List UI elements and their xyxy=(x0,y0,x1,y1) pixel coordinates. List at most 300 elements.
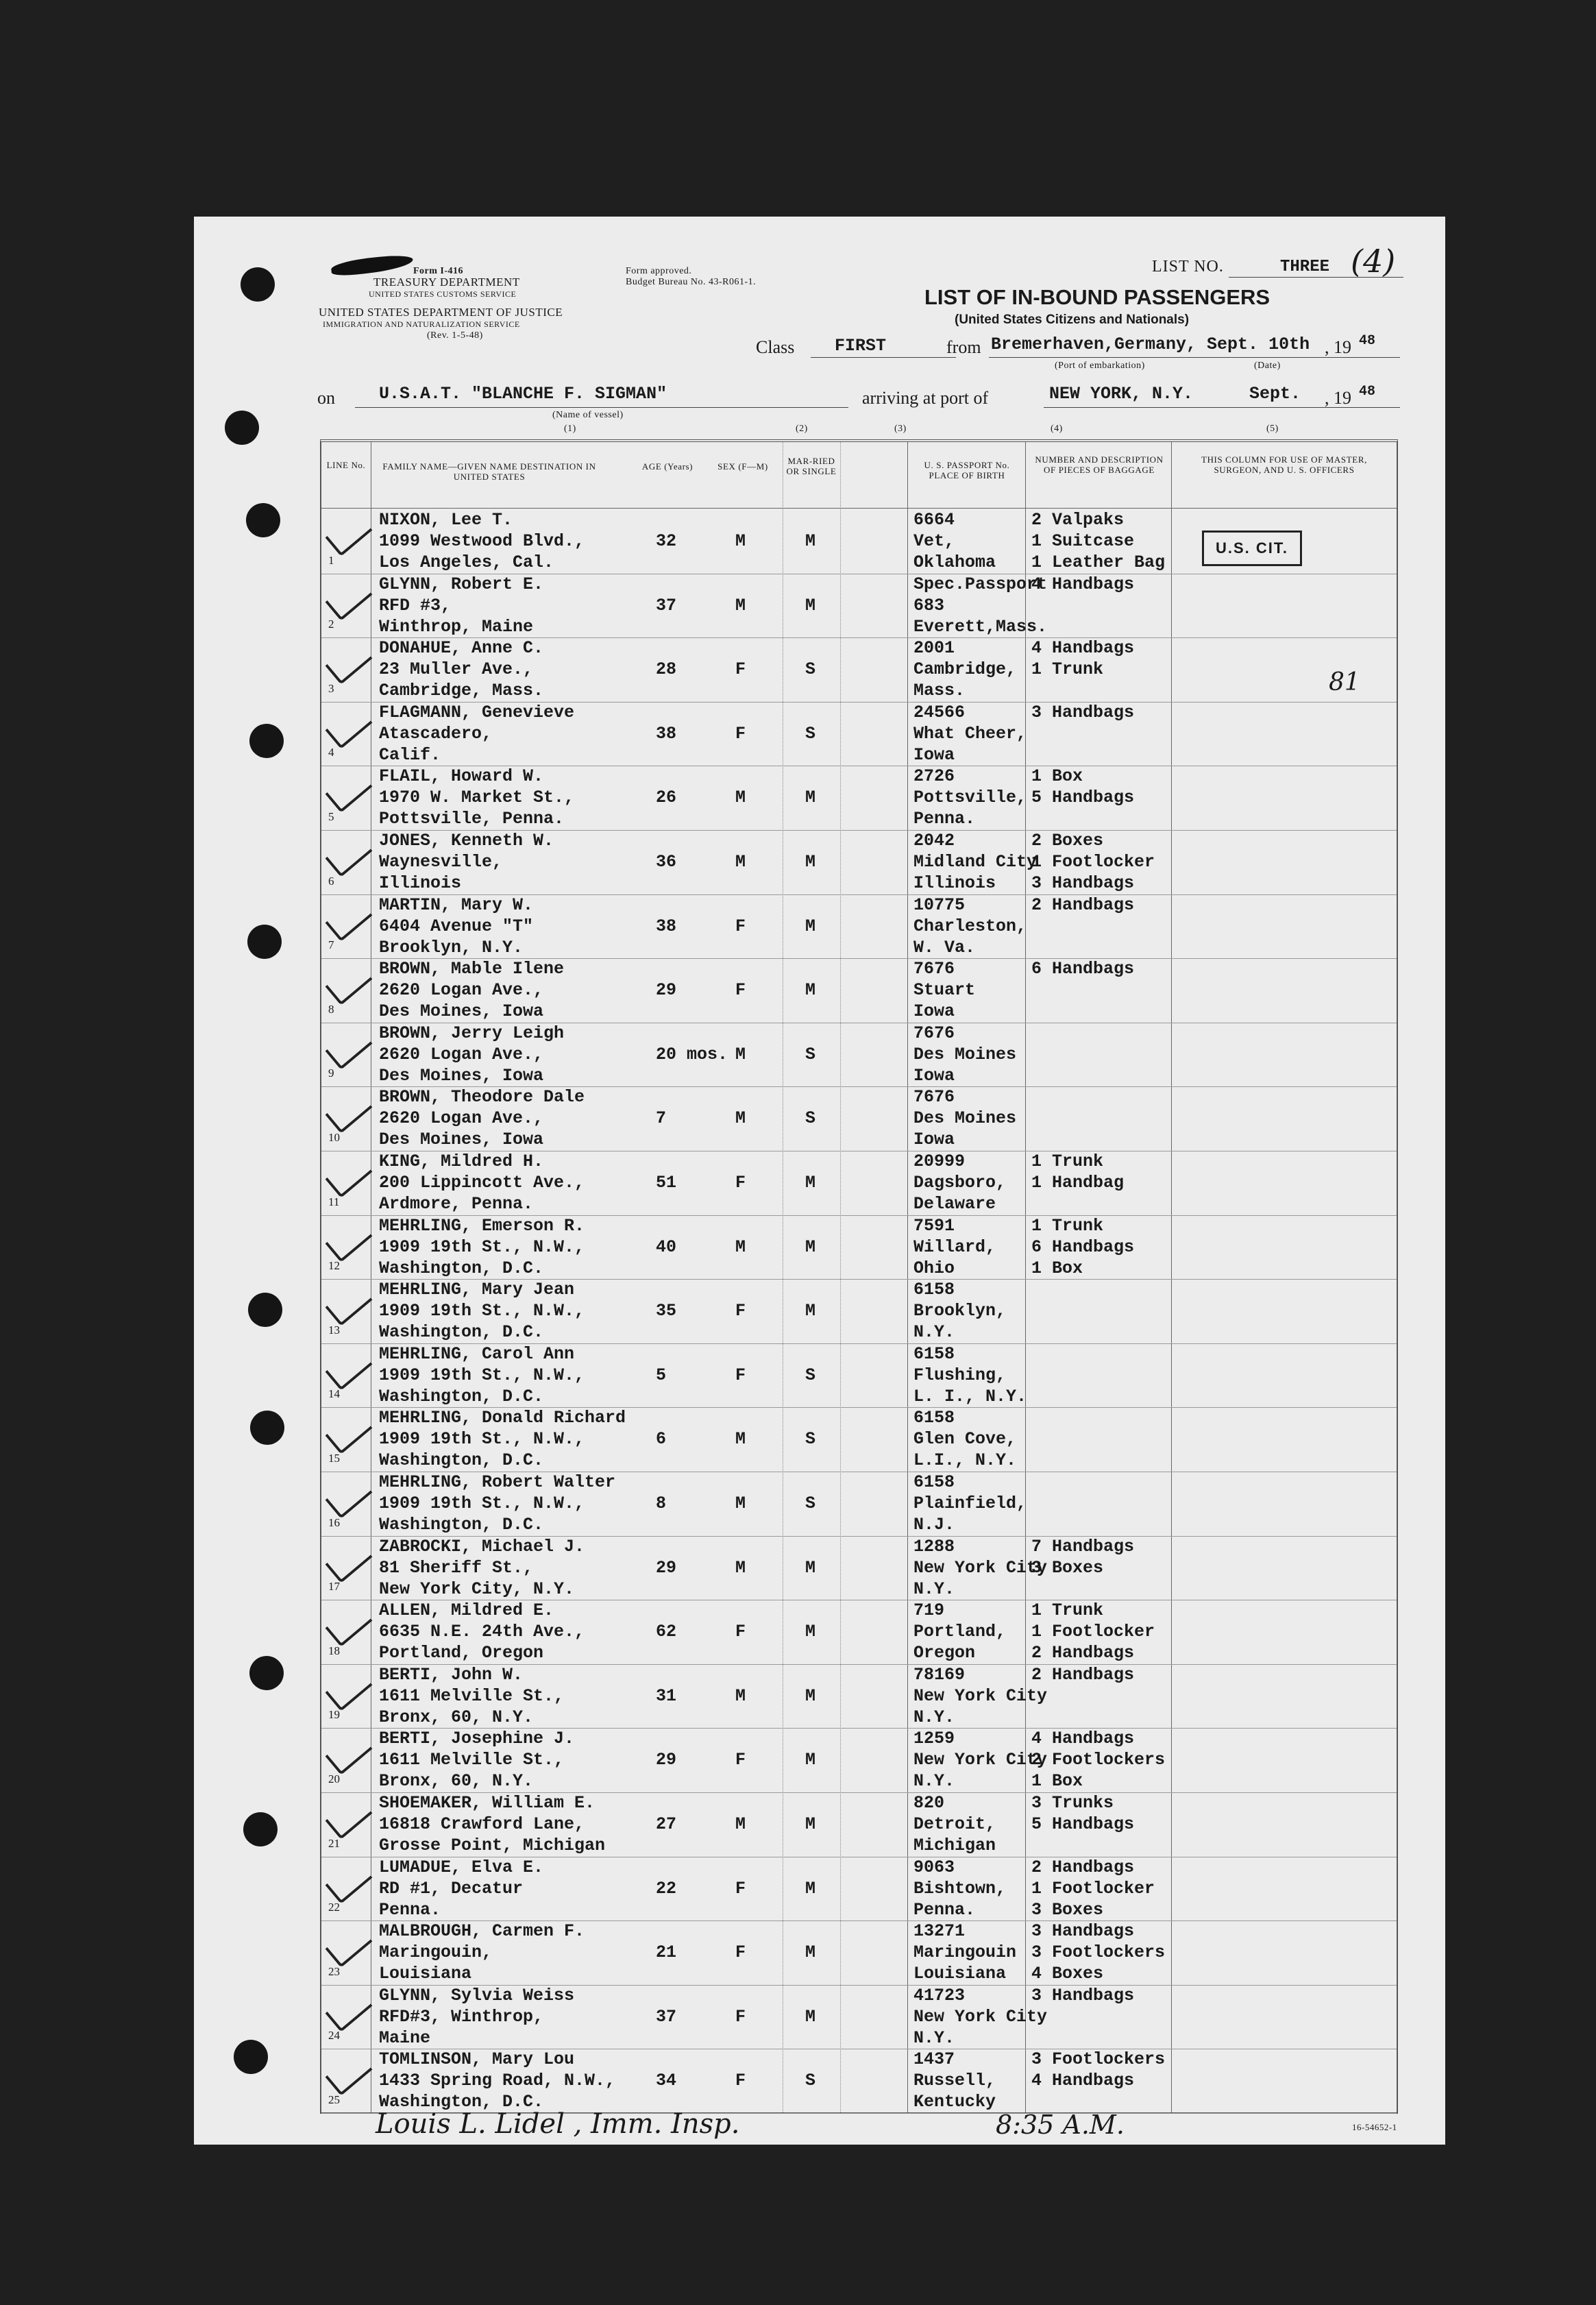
passenger-name-line: Des Moines, Iowa xyxy=(379,1130,544,1150)
baggage-line: 1 Suitcase xyxy=(1031,531,1135,551)
passenger-age: 26 xyxy=(656,788,677,808)
line-number: 7 xyxy=(328,938,334,952)
passenger-name-line: SHOEMAKER, William E. xyxy=(379,1793,596,1813)
baggage-line: 1 Handbag xyxy=(1031,1173,1125,1193)
passenger-name-line: Des Moines, Iowa xyxy=(379,1001,544,1022)
passenger-age: 29 xyxy=(656,1750,677,1770)
line-number: 5 xyxy=(328,809,334,823)
line-number: 13 xyxy=(328,1323,340,1337)
passenger-age: 28 xyxy=(656,659,677,680)
passenger-name-line: 1099 Westwood Blvd., xyxy=(379,531,585,551)
passenger-marital: M xyxy=(805,788,816,808)
passport-line: Oklahoma xyxy=(913,552,996,572)
passenger-marital: M xyxy=(805,1301,816,1321)
line-number: 18 xyxy=(328,1644,340,1657)
passport-line: Delaware xyxy=(913,1194,996,1214)
passenger-age: 22 xyxy=(656,1878,677,1899)
passenger-name-line: Pottsville, Penna. xyxy=(379,809,565,829)
passport-line: 2726 xyxy=(913,766,955,787)
table-row xyxy=(321,1664,1397,1729)
passenger-age: 38 xyxy=(656,723,677,744)
col-header-sex: SEX (F—M) xyxy=(717,461,768,472)
passenger-name-line: Maine xyxy=(379,2027,431,2048)
passenger-name-line: FLAGMANN, Genevieve xyxy=(379,702,575,722)
form-number: Form I-416 xyxy=(413,266,464,276)
passport-line: N.Y. xyxy=(913,1707,955,1727)
passenger-sex: F xyxy=(735,1301,746,1321)
arrival-port: NEW YORK, N.Y. xyxy=(1049,384,1194,404)
inspection-time: 8:35 A.M. xyxy=(996,2110,1125,2140)
passenger-name-line: MEHRLING, Emerson R. xyxy=(379,1215,585,1236)
passport-line: Brooklyn, xyxy=(913,1301,1007,1321)
passport-line: Spec.Passport xyxy=(913,574,1048,594)
passenger-marital: M xyxy=(805,595,816,615)
baggage-line: 1 Footlocker xyxy=(1031,1878,1155,1899)
passenger-sex: M xyxy=(735,852,746,872)
passenger-name-line: 81 Sheriff St., xyxy=(379,1557,534,1578)
passenger-name-line: DONAHUE, Anne C. xyxy=(379,638,544,659)
passenger-name-line: ALLEN, Mildred E. xyxy=(379,1600,554,1621)
passenger-name-line: MEHRLING, Donald Richard xyxy=(379,1408,626,1428)
passport-line: 7676 xyxy=(913,959,955,979)
passenger-sex: F xyxy=(735,659,746,680)
table-row xyxy=(321,1472,1397,1537)
class-value: FIRST xyxy=(835,336,887,356)
passport-line: Everett,Mass. xyxy=(913,616,1048,637)
line-number: 23 xyxy=(328,1964,340,1978)
passport-line: 6664 xyxy=(913,510,955,530)
passenger-marital: M xyxy=(805,852,816,872)
passenger-name-line: RD #1, Decatur xyxy=(379,1878,524,1899)
line-number: 15 xyxy=(328,1451,340,1465)
passport-line: Iowa xyxy=(913,744,955,765)
col-header-line: LINE No. xyxy=(326,460,366,470)
passport-line: 6158 xyxy=(913,1343,955,1364)
passenger-sex: M xyxy=(735,1108,746,1129)
passenger-sex: M xyxy=(735,1429,746,1450)
baggage-line: 3 Footlockers xyxy=(1031,1942,1166,1963)
passenger-name-line: MEHRLING, Mary Jean xyxy=(379,1280,575,1300)
passenger-name-line: New York City, N.Y. xyxy=(379,1578,575,1599)
passport-line: Midland City xyxy=(913,852,1038,872)
passport-line: Glen Cove, xyxy=(913,1429,1017,1450)
passenger-name-line: BERTI, Josephine J. xyxy=(379,1729,575,1749)
passenger-name-line: 1433 Spring Road, N.W., xyxy=(379,2071,616,2091)
baggage-line: 1 Footlocker xyxy=(1031,1622,1155,1642)
passport-line: 683 xyxy=(913,595,945,615)
ink-blot xyxy=(330,254,414,277)
from-year: 48 xyxy=(1359,333,1376,349)
passenger-name-line: Portland, Oregon xyxy=(379,1643,544,1663)
passenger-name-line: FLAIL, Howard W. xyxy=(379,766,544,787)
passenger-marital: S xyxy=(805,1044,816,1064)
binder-hole xyxy=(234,2040,268,2074)
table-row xyxy=(321,958,1397,1023)
passenger-age: 21 xyxy=(656,1942,677,1963)
passenger-age: 34 xyxy=(656,2071,677,2091)
passport-line: 20999 xyxy=(913,1151,966,1171)
line-number: 8 xyxy=(328,1002,334,1016)
passenger-name-line: Des Moines, Iowa xyxy=(379,1065,544,1086)
passport-line: 719 xyxy=(913,1600,945,1621)
col-num-3: (3) xyxy=(894,424,907,434)
passenger-sex: F xyxy=(735,1622,746,1642)
passenger-name-line: Waynesville, xyxy=(379,852,503,872)
table-row xyxy=(321,1600,1397,1665)
passenger-marital: M xyxy=(805,2006,816,2027)
passport-line: N.Y. xyxy=(913,2027,955,2048)
vessel-note: (Name of vessel) xyxy=(552,410,624,420)
baggage-line: 1 Box xyxy=(1031,1771,1083,1792)
passenger-name-line: KING, Mildred H. xyxy=(379,1151,544,1171)
binder-hole xyxy=(246,503,280,537)
passport-line: New York City xyxy=(913,2006,1048,2027)
passport-line: 10775 xyxy=(913,894,966,915)
passenger-name-line: 6404 Avenue "T" xyxy=(379,916,534,936)
passport-line: New York City xyxy=(913,1685,1048,1706)
passport-line: Flushing, xyxy=(913,1365,1007,1385)
baggage-line: 2 Footlockers xyxy=(1031,1750,1166,1770)
passport-line: New York City xyxy=(913,1557,1048,1578)
passenger-name-line: NIXON, Lee T. xyxy=(379,510,513,530)
table-row xyxy=(321,894,1397,960)
passenger-name-line: Penna. xyxy=(379,1899,441,1920)
baggage-line: 3 Handbags xyxy=(1031,702,1135,722)
baggage-line: 4 Handbags xyxy=(1031,1729,1135,1749)
passport-line: 6158 xyxy=(913,1472,955,1492)
passenger-name-line: 2620 Logan Ave., xyxy=(379,980,544,1001)
treasury-dept: TREASURY DEPARTMENT xyxy=(373,276,520,289)
passenger-name-line: 2620 Logan Ave., xyxy=(379,1044,544,1064)
table-row xyxy=(321,1728,1397,1793)
vessel-name: U.S.A.T. "BLANCHE F. SIGMAN" xyxy=(379,384,667,404)
baggage-line: 2 Handbags xyxy=(1031,894,1135,915)
passenger-marital: M xyxy=(805,916,816,936)
passport-line: Cambridge, xyxy=(913,659,1017,680)
passenger-marital: M xyxy=(805,1557,816,1578)
passport-line: Bishtown, xyxy=(913,1878,1007,1899)
col-num-5: (5) xyxy=(1266,424,1279,434)
table-row xyxy=(321,1343,1397,1408)
col-header-officers: THIS COLUMN FOR USE OF MASTER, SURGEON, AND U. S. OFFICERS xyxy=(1201,454,1367,475)
passenger-age: 35 xyxy=(656,1301,677,1321)
passport-line: Kentucky xyxy=(913,2092,996,2112)
passport-line: Illinois xyxy=(913,873,996,893)
passenger-name-line: Brooklyn, N.Y. xyxy=(379,937,524,958)
baggage-line: 4 Handbags xyxy=(1031,574,1135,594)
passport-line: L.I., N.Y. xyxy=(913,1450,1017,1471)
passenger-name-line: Illinois xyxy=(379,873,462,893)
passenger-sex: M xyxy=(735,1685,746,1706)
passenger-name-line: 23 Muller Ave., xyxy=(379,659,534,680)
table-row xyxy=(321,574,1397,639)
passport-line: Des Moines xyxy=(913,1044,1017,1064)
baggage-line: 3 Trunks xyxy=(1031,1793,1114,1813)
baggage-line: 5 Handbags xyxy=(1031,788,1135,808)
from-year-prefix: , 19 xyxy=(1325,337,1351,357)
table-row xyxy=(321,1920,1397,1986)
passport-line: Penna. xyxy=(913,1899,976,1920)
customs-service: UNITED STATES CUSTOMS SERVICE xyxy=(369,289,517,299)
line-number: 2 xyxy=(328,618,334,631)
passport-line: W. Va. xyxy=(913,937,976,958)
col-num-2: (2) xyxy=(796,424,808,434)
budget-bureau: Budget Bureau No. 43-R061-1. xyxy=(626,277,757,287)
passenger-sex: F xyxy=(735,916,746,936)
passenger-marital: M xyxy=(805,531,816,551)
passport-line: 6158 xyxy=(913,1408,955,1428)
baggage-line: 1 Footlocker xyxy=(1031,852,1155,872)
table-row xyxy=(321,2049,1397,2114)
line-number: 12 xyxy=(328,1259,340,1273)
passenger-name-line: Cambridge, Mass. xyxy=(379,681,544,701)
passport-line: 13271 xyxy=(913,1921,966,1942)
baggage-line: 6 Handbags xyxy=(1031,1236,1135,1257)
line-number: 10 xyxy=(328,1130,340,1144)
page-title: LIST OF IN-BOUND PASSENGERS xyxy=(924,285,1270,309)
passenger-marital: M xyxy=(805,1622,816,1642)
line-number: 24 xyxy=(328,2029,340,2042)
passport-line: Iowa xyxy=(913,1130,955,1150)
table-row xyxy=(321,1536,1397,1601)
passport-line: Michigan xyxy=(913,1836,996,1855)
table-row xyxy=(321,1792,1397,1857)
port-of-embarkation: Bremerhaven,Germany, Sept. 10th xyxy=(991,334,1310,354)
passenger-name-line: BROWN, Mable Ilene xyxy=(379,959,565,979)
revision: (Rev. 1-5-48) xyxy=(427,330,483,341)
passport-line: Detroit, xyxy=(913,1814,996,1834)
passenger-name-line: 16818 Crawford Lane, xyxy=(379,1814,585,1834)
vessel-underline xyxy=(355,407,848,408)
footer-code: 16-54652-1 xyxy=(1352,2122,1397,2132)
passenger-name-line: Bronx, 60, N.Y. xyxy=(379,1707,534,1727)
passenger-name-line: Washington, D.C. xyxy=(379,1450,544,1471)
baggage-line: 3 Handbags xyxy=(1031,1985,1135,2005)
passport-line: New York City xyxy=(913,1750,1048,1770)
col-num-4: (4) xyxy=(1051,424,1063,434)
passport-line: L. I., N.Y. xyxy=(913,1386,1027,1406)
passenger-sex: F xyxy=(735,1750,746,1770)
passenger-age: 6 xyxy=(656,1429,667,1450)
passenger-name-line: JONES, Kenneth W. xyxy=(379,831,554,851)
col-num-1: (1) xyxy=(564,424,576,434)
manifest-page xyxy=(194,217,1445,2145)
passenger-age: 51 xyxy=(656,1173,677,1193)
passenger-name-line: LUMADUE, Elva E. xyxy=(379,1857,544,1877)
baggage-line: 3 Handbags xyxy=(1031,873,1135,893)
passenger-age: 31 xyxy=(656,1685,677,1706)
table-row xyxy=(321,1279,1397,1344)
col-header-name: FAMILY NAME—GIVEN NAME DESTINATION IN UNITED STATES xyxy=(382,461,596,482)
date-note: (Date) xyxy=(1254,361,1281,371)
passenger-marital: M xyxy=(805,1942,816,1963)
passport-line: 78169 xyxy=(913,1664,966,1685)
line-number: 9 xyxy=(328,1066,334,1080)
passport-line: Des Moines xyxy=(913,1108,1017,1129)
passport-line: Plainfield, xyxy=(913,1493,1027,1513)
passenger-sex: F xyxy=(735,1878,746,1899)
line-number: 19 xyxy=(328,1708,340,1722)
baggage-line: 2 Handbags xyxy=(1031,1664,1135,1685)
passenger-name-line: 1909 19th St., N.W., xyxy=(379,1365,585,1385)
passenger-age: 37 xyxy=(656,2006,677,2027)
col-header-married: MAR-RIED OR SINGLE xyxy=(786,456,837,476)
passport-line: 7676 xyxy=(913,1087,955,1108)
table-row xyxy=(321,702,1397,767)
passenger-sex: M xyxy=(735,531,746,551)
passenger-name-line: Washington, D.C. xyxy=(379,1515,544,1535)
passenger-age: 7 xyxy=(656,1108,667,1129)
binder-hole xyxy=(249,1656,284,1690)
passenger-name-line: Washington, D.C. xyxy=(379,1322,544,1343)
passenger-name-line: 1970 W. Market St., xyxy=(379,788,575,808)
passport-line: N.Y. xyxy=(913,1578,955,1599)
table-row xyxy=(321,637,1397,703)
arriving-label: arriving at port of xyxy=(862,388,989,408)
baggage-line: 1 Trunk xyxy=(1031,659,1104,680)
passport-line: Vet, xyxy=(913,531,955,551)
passport-line: Ohio xyxy=(913,1258,955,1278)
binder-hole xyxy=(243,1812,278,1846)
binder-hole xyxy=(241,267,275,302)
line-number: 22 xyxy=(328,1901,340,1914)
binder-hole xyxy=(249,724,284,758)
passport-line: 41723 xyxy=(913,1985,966,2005)
passport-line: 1437 xyxy=(913,2049,955,2070)
passport-line: 9063 xyxy=(913,1857,955,1877)
line-number: 4 xyxy=(328,746,334,759)
baggage-line: 1 Trunk xyxy=(1031,1600,1104,1621)
binder-hole xyxy=(247,925,282,959)
binder-hole xyxy=(225,411,259,445)
passenger-marital: M xyxy=(805,1814,816,1834)
line-number: 1 xyxy=(328,553,334,567)
passenger-name-line: Washington, D.C. xyxy=(379,1386,544,1406)
passenger-sex: M xyxy=(735,1557,746,1578)
baggage-line: 6 Handbags xyxy=(1031,959,1135,979)
passport-line: 2001 xyxy=(913,638,955,659)
passenger-marital: M xyxy=(805,980,816,1001)
passenger-name-line: BROWN, Jerry Leigh xyxy=(379,1023,565,1043)
passenger-name-line: Atascadero, xyxy=(379,723,493,744)
passenger-sex: F xyxy=(735,723,746,744)
passenger-sex: F xyxy=(735,1173,746,1193)
passenger-name-line: Winthrop, Maine xyxy=(379,616,534,637)
arrival-month: Sept. xyxy=(1249,384,1301,404)
passenger-name-line: Los Angeles, Cal. xyxy=(379,552,554,572)
passenger-name-line: Washington, D.C. xyxy=(379,2092,544,2112)
baggage-line: 1 Box xyxy=(1031,1258,1083,1278)
baggage-line: 3 Handbags xyxy=(1031,1921,1135,1942)
passenger-sex: F xyxy=(735,1942,746,1963)
passenger-name-line: Louisiana xyxy=(379,1964,472,1984)
passenger-name-line: 1909 19th St., N.W., xyxy=(379,1236,585,1257)
passport-line: Maringouin xyxy=(913,1942,1017,1963)
table-row xyxy=(321,1857,1397,1922)
passenger-age: 36 xyxy=(656,852,677,872)
passenger-name-line: BROWN, Theodore Dale xyxy=(379,1087,585,1108)
passenger-age: 40 xyxy=(656,1236,677,1257)
passenger-sex: M xyxy=(735,1044,746,1064)
port-embark-note: (Port of embarkation) xyxy=(1055,361,1145,371)
baggage-line: 7 Handbags xyxy=(1031,1536,1135,1557)
passenger-name-line: Calif. xyxy=(379,744,441,765)
passenger-marital: S xyxy=(805,1493,816,1513)
passenger-marital: M xyxy=(805,1750,816,1770)
passport-line: Dagsboro, xyxy=(913,1173,1007,1193)
table-row xyxy=(321,1985,1397,2050)
passport-line: Willard, xyxy=(913,1236,996,1257)
class-underline xyxy=(811,357,956,358)
passport-line: Penna. xyxy=(913,809,976,829)
col-header-age: AGE (Years) xyxy=(641,461,693,472)
passport-line: Portland, xyxy=(913,1622,1007,1642)
line-number: 21 xyxy=(328,1836,340,1850)
line-number: 14 xyxy=(328,1387,340,1401)
passenger-name-line: MARTIN, Mary W. xyxy=(379,894,534,915)
passenger-marital: M xyxy=(805,1878,816,1899)
passenger-age: 38 xyxy=(656,916,677,936)
baggage-line: 2 Handbags xyxy=(1031,1857,1135,1877)
line-number: 16 xyxy=(328,1515,340,1529)
passport-line: 7591 xyxy=(913,1215,955,1236)
passenger-table xyxy=(320,439,1398,2114)
passenger-marital: S xyxy=(805,2071,816,2091)
baggage-line: 3 Footlockers xyxy=(1031,2049,1166,2070)
passenger-marital: S xyxy=(805,1365,816,1385)
passenger-sex: F xyxy=(735,1365,746,1385)
baggage-line: 4 Handbags xyxy=(1031,638,1135,659)
binder-hole xyxy=(250,1411,284,1445)
passport-line: Louisiana xyxy=(913,1964,1007,1984)
passenger-name-line: Grosse Point, Michigan xyxy=(379,1836,606,1855)
on-label: on xyxy=(317,388,335,408)
ins-service: IMMIGRATION AND NATURALIZATION SERVICE xyxy=(323,319,520,329)
baggage-line: 3 Boxes xyxy=(1031,1557,1104,1578)
passenger-name-line: 200 Lippincott Ave., xyxy=(379,1173,585,1193)
passenger-age: 32 xyxy=(656,531,677,551)
passenger-name-line: BERTI, John W. xyxy=(379,1664,524,1685)
line-number: 25 xyxy=(328,2093,340,2106)
us-citizen-stamp: U.S. CIT. xyxy=(1202,530,1302,566)
table-row xyxy=(321,766,1397,831)
passport-line: 6158 xyxy=(913,1280,955,1300)
inspector-signature: Louis L. Lidel , Imm. Insp. xyxy=(376,2108,740,2140)
passport-line: Mass. xyxy=(913,681,966,701)
passenger-sex: M xyxy=(735,1493,746,1513)
table-row xyxy=(321,1215,1397,1280)
passport-line: 1259 xyxy=(913,1729,955,1749)
passport-line: Stuart xyxy=(913,980,976,1001)
passport-line: Iowa xyxy=(913,1001,955,1022)
passenger-age: 8 xyxy=(656,1493,667,1513)
passenger-sex: M xyxy=(735,788,746,808)
passenger-age: 27 xyxy=(656,1814,677,1834)
baggage-line: 2 Handbags xyxy=(1031,1643,1135,1663)
table-row xyxy=(321,1023,1397,1088)
baggage-line: 4 Handbags xyxy=(1031,2071,1135,2091)
line-number: 17 xyxy=(328,1580,340,1594)
passport-line: 820 xyxy=(913,1793,945,1813)
passenger-name-line: 1909 19th St., N.W., xyxy=(379,1493,585,1513)
class-label: Class xyxy=(756,337,795,357)
passenger-name-line: Maringouin, xyxy=(379,1942,493,1963)
passenger-marital: M xyxy=(805,1236,816,1257)
baggage-line: 2 Boxes xyxy=(1031,831,1104,851)
passenger-name-line: ZABROCKI, Michael J. xyxy=(379,1536,585,1557)
table-row xyxy=(321,1407,1397,1472)
passenger-sex: M xyxy=(735,1814,746,1834)
